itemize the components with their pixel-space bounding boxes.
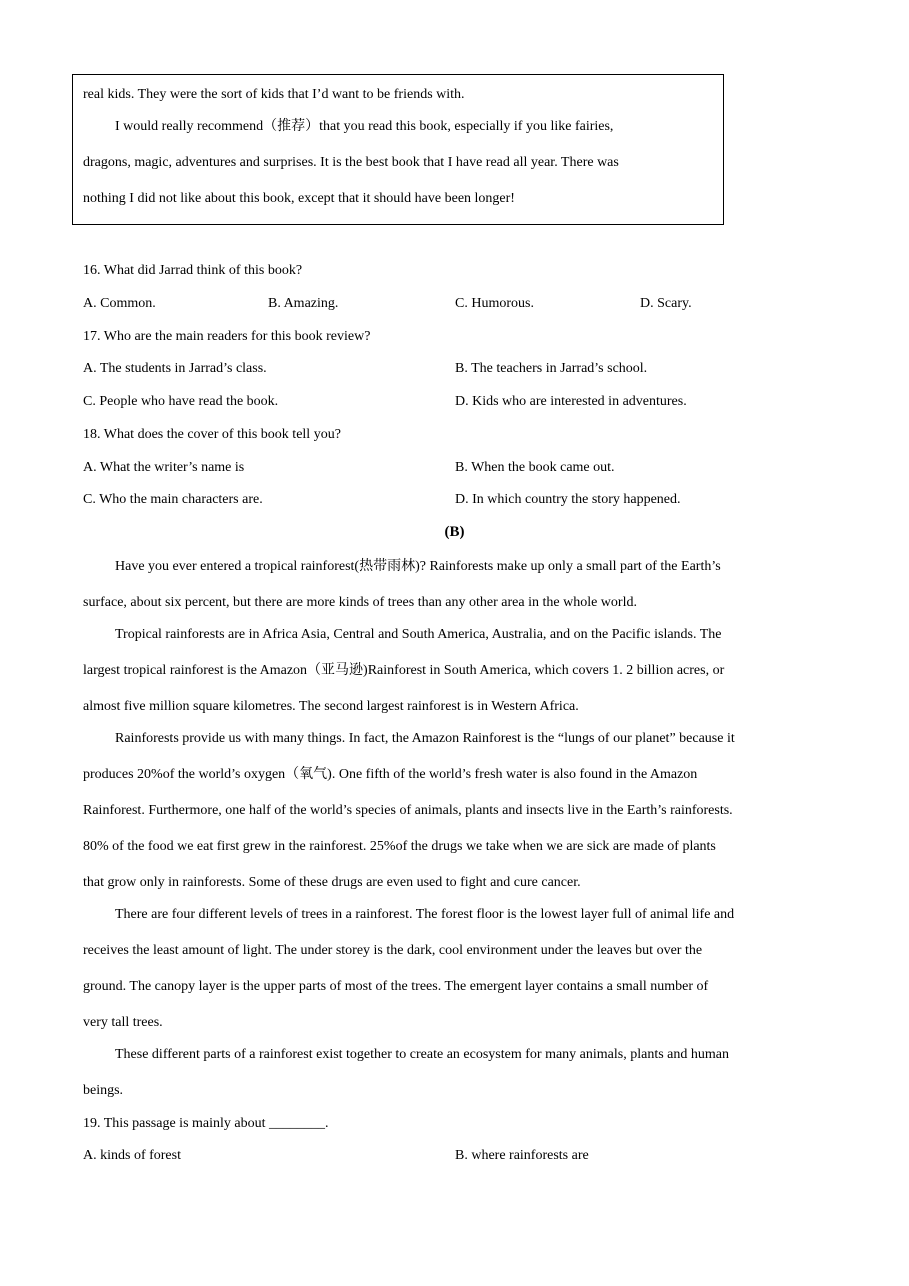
passage-line: Rainforests provide us with many things. In fact, the Amazon Rainforest is the “lungs of our planet” because it — [115, 731, 735, 746]
q17-option-a: A. The students in Jarrad’s class. — [83, 361, 267, 376]
passage-line: receives the least amount of light. The under storey is the dark, cool environment under the leaves but over the — [83, 943, 703, 958]
q17-option-b: B. The teachers in Jarrad’s school. — [455, 361, 648, 376]
q18-option-d: D. In which country the story happened. — [455, 492, 681, 507]
passage-line: Rainforest. Furthermore, one half of the world’s species of animals, plants and insects live in the Earth’s rainforests. — [83, 803, 733, 818]
box-line-4: nothing I did not like about this book, except that it should have been longer! — [83, 191, 515, 206]
q17-option-d: D. Kids who are interested in adventures. — [455, 394, 687, 409]
q19-option-b: B. where rainforests are — [455, 1148, 589, 1163]
section-b-title: (B) — [444, 524, 465, 540]
q19-option-a: A. kinds of forest — [83, 1148, 181, 1163]
q17-option-c: C. People who have read the book. — [83, 394, 279, 409]
box-line-2: I would really recommend（推荐）that you read this book, especially if you like fairies, — [115, 119, 614, 134]
passage-line: 80% of the food we eat first grew in the rainforest. 25%of the drugs we take when we are sick are made of plants — [83, 839, 716, 854]
passage-line: largest tropical rainforest is the Amazon（亚马逊)Rainforest in South America, which covers 1. 2 billion acres, or — [83, 663, 725, 678]
question-17: 17. Who are the main readers for this book review? — [83, 329, 371, 344]
q16-option-c: C. Humorous. — [455, 296, 534, 311]
box-line-1: real kids. They were the sort of kids that I’d want to be friends with. — [83, 87, 465, 102]
question-18: 18. What does the cover of this book tell you? — [83, 427, 341, 442]
question-16: 16. What did Jarrad think of this book? — [83, 263, 303, 278]
q18-option-c: C. Who the main characters are. — [83, 492, 263, 507]
passage-line: ground. The canopy layer is the upper parts of most of the trees. The emergent layer contains a small number of — [83, 979, 709, 994]
passage-line: very tall trees. — [83, 1015, 163, 1030]
box-line-3: dragons, magic, adventures and surprises. It is the best book that I have read all year. There was — [83, 155, 619, 170]
passage-line: surface, about six percent, but there are more kinds of trees than any other area in the whole world. — [83, 595, 637, 610]
question-19: 19. This passage is mainly about ________. — [83, 1116, 329, 1131]
passage-line: beings. — [83, 1083, 124, 1098]
passage-line: that grow only in rainforests. Some of these drugs are even used to fight and cure cancer. — [83, 875, 581, 890]
q16-option-a: A. Common. — [83, 296, 156, 311]
passage-line: There are four different levels of trees in a rainforest. The forest floor is the lowest layer full of animal life and — [115, 907, 735, 922]
passage-line: Have you ever entered a tropical rainforest(热带雨林)? Rainforests make up only a small part of the Earth’s — [115, 559, 721, 574]
passage-line: Tropical rainforests are in Africa Asia, Central and South America, Australia, and on the Pacific islands. The — [115, 627, 722, 642]
passage-line: These different parts of a rainforest exist together to create an ecosystem for many animals, plants and human — [115, 1047, 729, 1062]
q18-option-a: A. What the writer’s name is — [83, 460, 245, 475]
q18-option-b: B. When the book came out. — [455, 460, 615, 475]
q16-option-d: D. Scary. — [640, 296, 692, 311]
passage-line: produces 20%of the world’s oxygen（氧气). One fifth of the world’s fresh water is also found in the Amazon — [83, 767, 698, 782]
q16-option-b: B. Amazing. — [268, 296, 339, 311]
passage-line: almost five million square kilometres. The second largest rainforest is in Western Africa. — [83, 699, 579, 714]
